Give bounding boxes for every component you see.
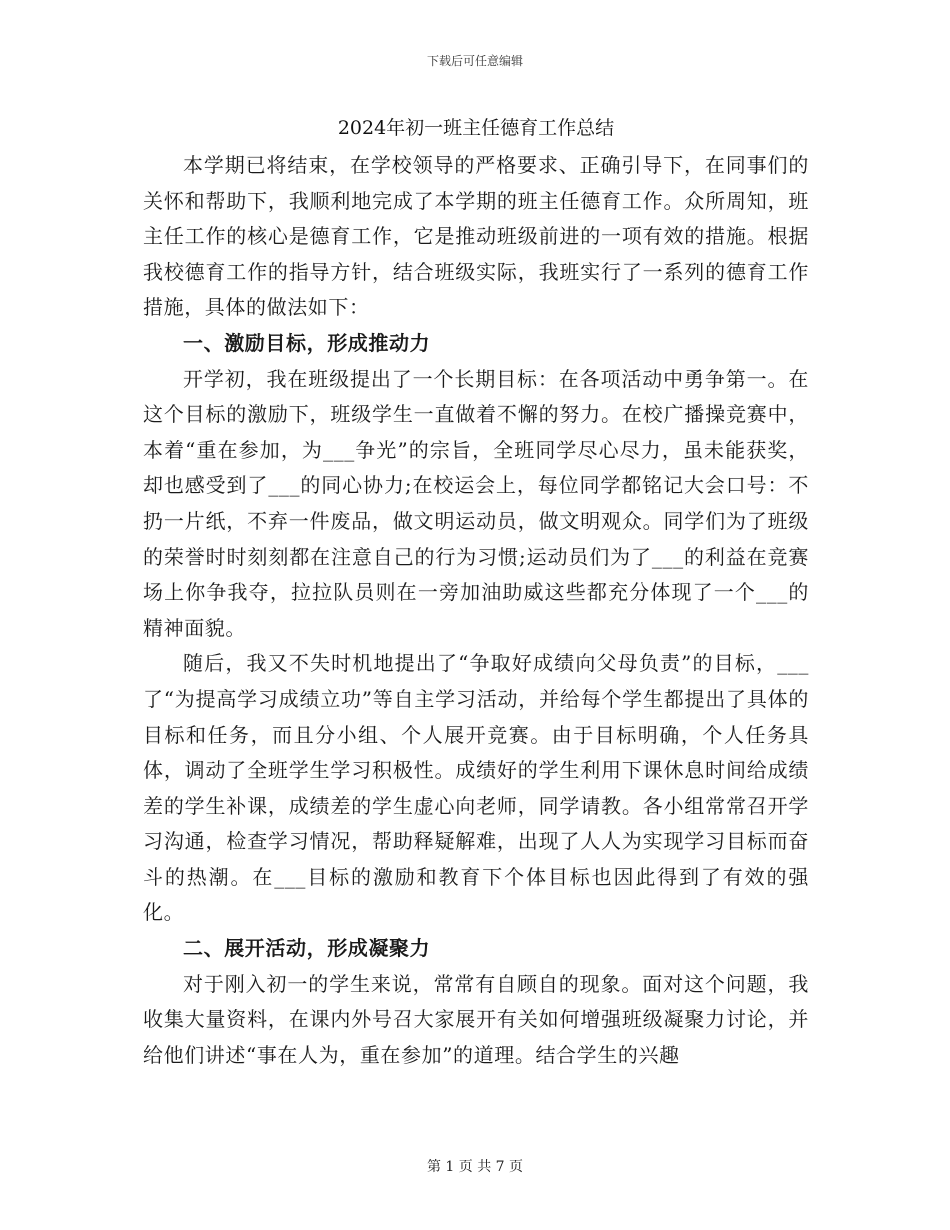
page-number: 第 1 页 共 7 页 bbox=[426, 1159, 524, 1175]
intro-paragraph: 本学期已将结束，在学校领导的严格要求、正确引导下，在同事们的关怀和帮助下，我顺利地完成了本学期的班主任德育工作。众所周知，班主任工作的核心是德育工作，它是推动班级前进的一项有效的措施。根据我校德育工作的指导方针，结合班级实际，我班实行了一系列的德育工作措施，具体的做法如下： bbox=[143, 153, 809, 320]
section-2-paragraph-1: 对于刚入初一的学生来说，常常有自顾自的现象。面对这个问题，我收集大量资料，在课内外号召大家展开有关如何增强班级凝聚力讨论，并给他们讲述“事在人为，重在参加”的道理。结合学生的兴趣 bbox=[143, 971, 809, 1067]
section-1-heading: 一、激励目标，形成推动力 bbox=[183, 330, 431, 355]
section-1-paragraph-1: 开学初，我在班级提出了一个长期目标：在各项活动中勇争第一。在这个目标的激励下，班级学生一直做着不懈的努力。在校广播操竞赛中，本着“重在参加，为___争光”的宗旨，全班同学尽心尽力，虽未能获奖，却也感受到了___的同心协力;在校运会上，每位同学都铭记大会口号：不扔一片纸，不弃一件废品，做文明运动员，做文明观众。同学们为了班级的荣誉时时刻刻都在注意自己的行为习惯;运动员们为了___的利益在竞赛场上你争我夺，拉拉队员则在一旁加油助威这些都充分体现了一个___的精神面貌。 bbox=[143, 366, 809, 640]
document-title: 2024年初一班主任德育工作总结 bbox=[337, 117, 615, 139]
section-1-paragraph-2: 随后，我又不失时机地提出了“争取好成绩向父母负责”的目标，___了“为提高学习成绩立功”等自主学习活动，并给每个学生都提出了具体的目标和任务，而且分小组、个人展开竞赛。由于目标明确，个人任务具体，调动了全班学生学习积极性。成绩好的学生利用下课休息时间给成绩差的学生补课，成绩差的学生虚心向老师，同学请教。各小组常常召开学习沟通，检查学习情况，帮助释疑解难，出现了人人为实现学习目标而奋斗的热潮。在___目标的激励和教育下个体目标也因此得到了有效的强化。 bbox=[143, 651, 809, 925]
document-body bbox=[143, 108, 809, 1073]
page-header-note: 下载后可任意编辑 bbox=[426, 54, 523, 68]
section-2-heading: 二、展开活动，形成凝聚力 bbox=[183, 936, 431, 961]
